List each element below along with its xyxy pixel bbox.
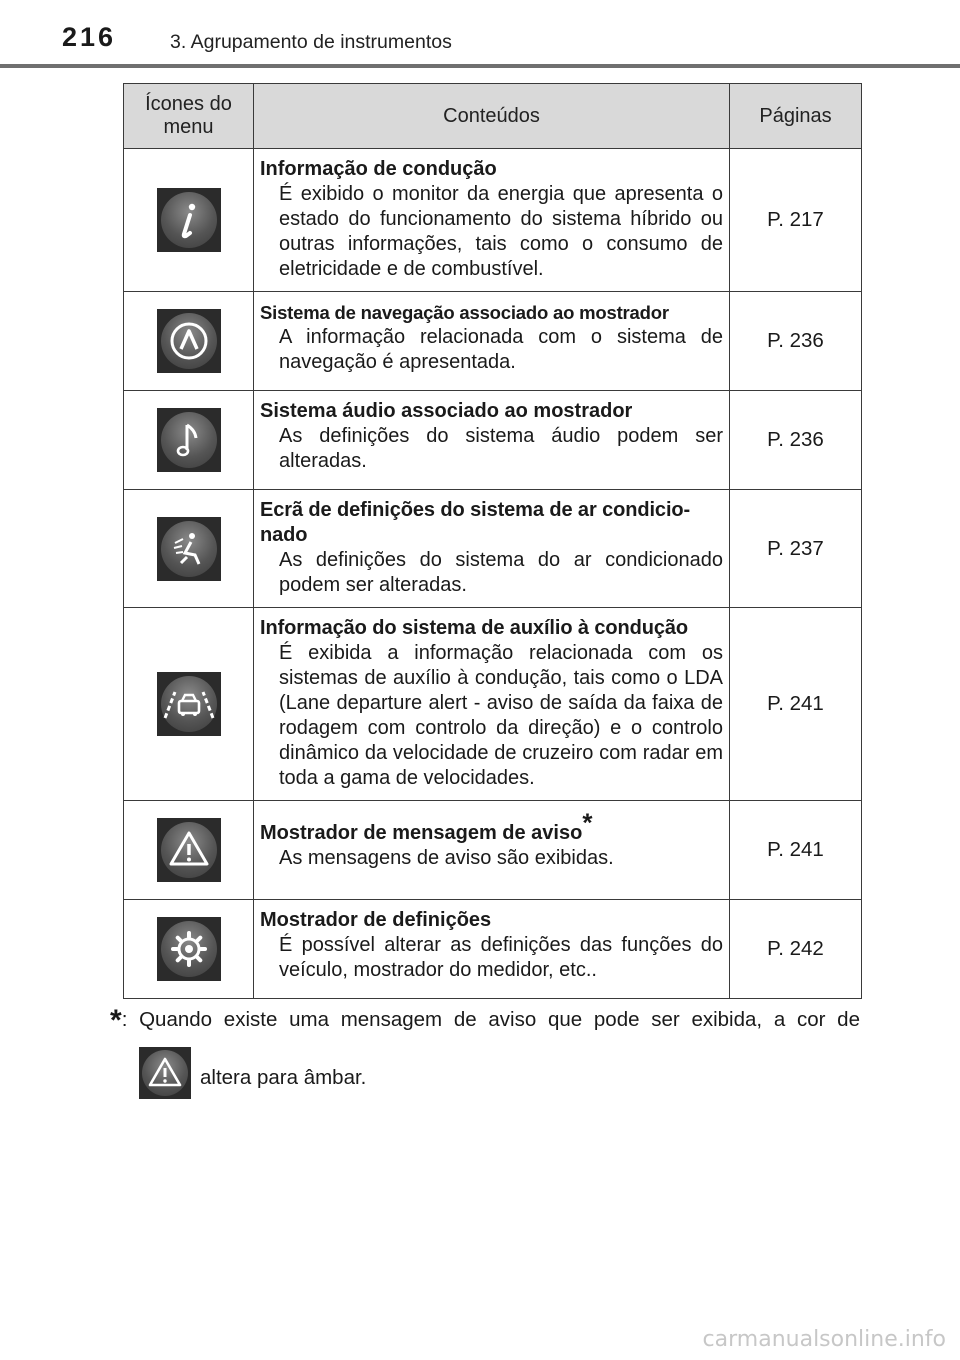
table-row [124,490,862,608]
row-description: As definições do sistema áudio podem ser alteradas. [279,425,723,472]
footnote-star: * [110,1004,122,1037]
row-page: P. 237 [730,490,862,608]
footnote [110,1006,860,1035]
table-row [124,900,862,999]
row-title: Informação do sistema de auxílio à condução [260,617,689,639]
row-title: Informação de condução [260,158,497,180]
watermark: carmanualsonline.info [702,1327,946,1352]
warning-icon [139,1047,191,1099]
table-row [124,149,862,292]
header-contents: Conteúdos [254,84,730,149]
row-description: As mensagens de aviso são exibidas. [279,847,614,869]
header-icons: Ícones do menu [124,84,254,149]
table-row [124,292,862,391]
row-description: É exibido o monitor da energia que apresenta o estado do funcionamento do sistema híbrido ou outras informações, tais como o consumo de eletricidade e de combustível. [279,183,723,280]
row-description: As definições do sistema do ar condicionado podem ser alteradas. [279,549,723,596]
row-title: Sistema de navegação associado ao mostrador [260,302,669,323]
section-title: 3. Agrupamento de instrumentos [170,31,452,53]
row-page: P. 217 [730,149,862,292]
row-description: É exibida a informação relacionada com os sistemas de auxílio à condução, tais como o LDA (Lane departure alert - aviso de saída da faixa de rodagem com controlo da direção) e o controlo dinâmico da velocidade de cruzeiro com radar em toda a gama de velocidades. [279,642,723,789]
footnote-mark: * [582,807,593,838]
table-row [124,608,862,801]
table-row [124,391,862,490]
row-page: P. 242 [730,900,862,999]
row-page: P. 241 [730,608,862,801]
header-pages: Páginas [730,84,862,149]
row-page: P. 241 [730,801,862,900]
driving-assist-icon [157,672,221,736]
footnote-text-line1: : Quando existe uma mensagem de aviso que pode ser exibida, a cor de [121,1008,860,1031]
row-description: É possível alterar as definições das funções do veículo, mostrador do medidor, etc.. [279,934,723,981]
header-rule [0,64,960,68]
page-number: 216 [62,22,117,52]
info-icon [157,188,221,252]
table-header-row [124,84,862,149]
row-page: P. 236 [730,391,862,490]
row-description: A informação relacionada com o sistema de navegação é apresentada. [279,326,723,373]
table-row [124,801,862,900]
row-title: Sistema áudio associado ao mostrador [260,400,633,422]
row-page: P. 236 [730,292,862,391]
warning-icon [157,818,221,882]
music-note-icon [157,408,221,472]
row-title: Ecrã de definições do sistema de ar condicio-nado [260,499,691,546]
row-title: Mostrador de mensagem de aviso [260,822,583,844]
footnote-text-line2: altera para âmbar. [200,1066,367,1089]
navigation-icon [157,309,221,373]
menu-icons-table [123,83,862,999]
row-title: Mostrador de definições [260,909,492,931]
settings-gear-icon [157,917,221,981]
air-conditioning-icon [157,517,221,581]
